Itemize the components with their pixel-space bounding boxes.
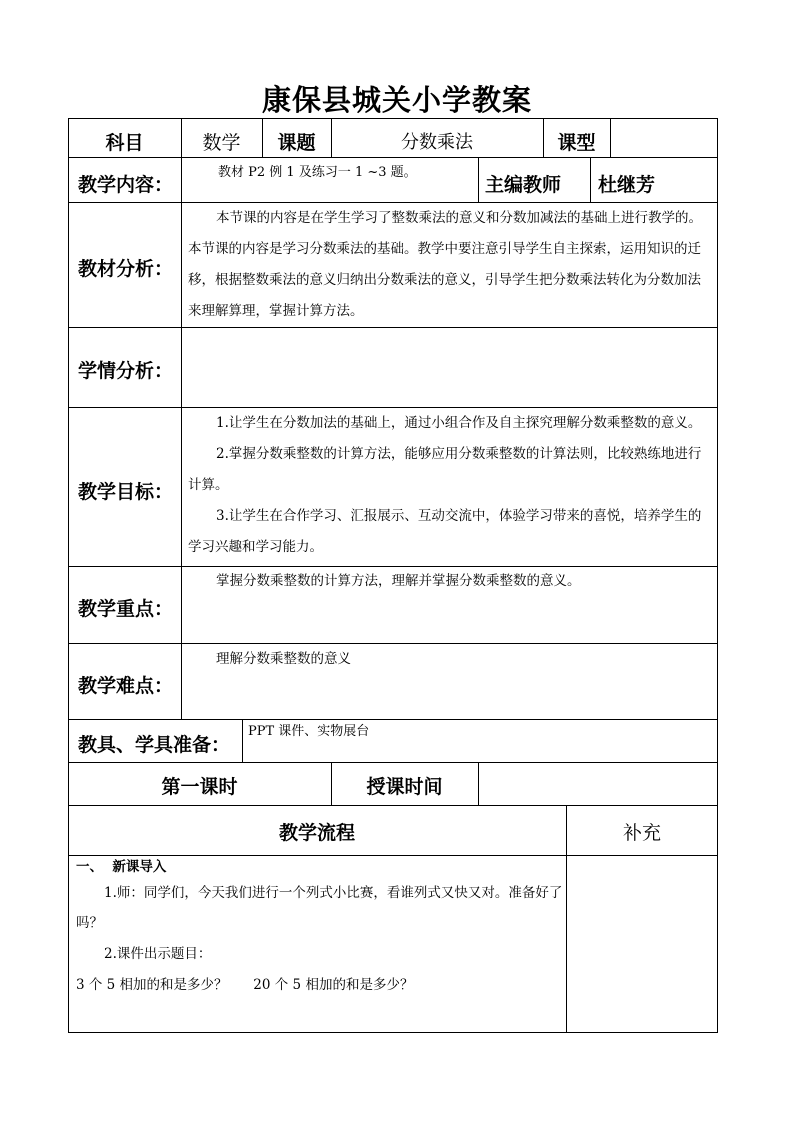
process-line: 3 个 5 相加的和是多少？ 20 个 5 相加的和是多少？: [76, 977, 414, 993]
process-section-title: 一、 新课导入: [76, 859, 167, 875]
objectives-label: 教学目标：: [78, 481, 174, 503]
row-divider: [68, 762, 718, 763]
process-header: 教学流程: [278, 822, 355, 844]
col-divider: [590, 157, 591, 202]
row-divider: [68, 805, 718, 806]
material-analysis-line: 本节课的内容是学习分数乘法的基础。教学中要注意引导学生自主探索，运用知识的迁: [188, 241, 701, 257]
key-points-label: 教学重点：: [78, 598, 174, 620]
col-divider: [242, 719, 243, 762]
page-title: 康保县城关小学教案: [261, 83, 532, 117]
editor-label: 主编教师: [485, 174, 562, 196]
row-divider: [68, 643, 718, 644]
material-analysis-line: 移，根据整数乘法的意义归纳出分数乘法的意义，引导学生把分数乘法转化为分数加法: [188, 272, 701, 288]
objective-line: 学习兴趣和学习能力。: [188, 539, 323, 555]
objective-line: 1.让学生在分数加法的基础上，通过小组合作及自主探究理解分数乘整数的意义。: [216, 415, 702, 431]
material-analysis-line: 本节课的内容是在学生学习了整数乘法的意义和分数加减法的基础上进行教学的。: [216, 210, 702, 226]
topic-value: 分数乘法: [401, 132, 473, 153]
student-analysis-label: 学情分析：: [78, 360, 174, 382]
key-points-value: 掌握分数乘整数的计算方法，理解并掌握分数乘整数的意义。: [216, 573, 581, 589]
objective-line: 计算。: [188, 477, 229, 493]
material-analysis-line: 来理解算理，掌握计算方法。: [188, 303, 364, 319]
material-analysis-label: 教材分析：: [78, 258, 174, 280]
content-label: 教学内容：: [78, 174, 174, 196]
row-divider: [68, 157, 718, 158]
col-divider: [478, 762, 479, 805]
col-divider: [181, 157, 182, 202]
supplement-header: 补充: [622, 822, 661, 844]
row-divider: [68, 719, 718, 720]
editor-value: 杜继芳: [598, 174, 656, 196]
process-line: 1.师：同学们，今天我们进行一个列式小比赛，看谁列式又快又对。准备好了: [104, 885, 563, 901]
subject-label: 科目: [105, 132, 144, 154]
subject-value: 数学: [202, 132, 241, 154]
col-divider: [181, 202, 182, 719]
tools-value: PPT 课件、实物展台: [248, 724, 370, 739]
tools-label: 教具、学具准备：: [78, 734, 231, 756]
type-label: 课型: [557, 132, 596, 154]
difficulties-label: 教学难点：: [78, 675, 174, 697]
objective-line: 3.让学生在合作学习、汇报展示、互动交流中，体验学习带来的喜悦，培养学生的: [216, 508, 702, 524]
row-divider: [68, 327, 718, 328]
col-divider: [478, 157, 479, 202]
col-divider: [610, 118, 611, 157]
session-label: 第一课时: [161, 776, 238, 798]
content-value: 教材 P2 例 1 及练习一 1 ~3 题。: [218, 165, 417, 180]
process-line: 吗？: [76, 915, 103, 931]
topic-label: 课题: [277, 132, 316, 154]
objective-line: 2.掌握分数乘整数的计算方法，能够应用分数乘整数的计算法则，比较熟练地进行: [216, 446, 702, 462]
lesson-time-label: 授课时间: [366, 776, 443, 798]
difficulties-value: 理解分数乘整数的意义: [216, 651, 351, 667]
process-line: 2.课件出示题目：: [104, 946, 212, 962]
